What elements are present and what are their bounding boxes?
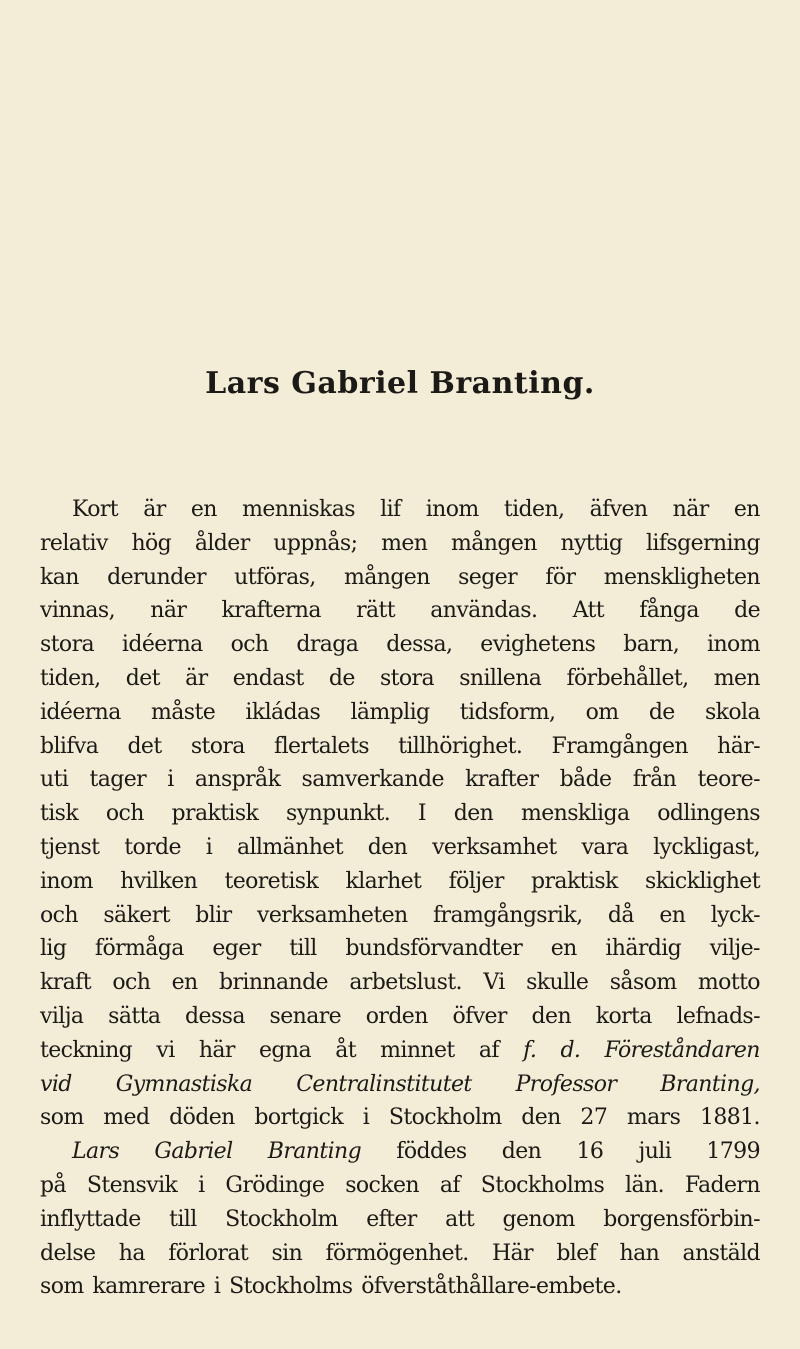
text-line — [40, 628, 760, 662]
text-line — [40, 865, 760, 899]
word: med — [103, 1105, 150, 1131]
word: mången — [451, 530, 537, 556]
word: senare — [269, 1003, 342, 1029]
word: är — [143, 497, 166, 522]
word: ålder — [194, 530, 250, 556]
text-line — [40, 899, 760, 933]
text-line — [40, 932, 760, 966]
word: tillhörighet. — [398, 733, 523, 759]
word: derunder — [107, 564, 206, 590]
word: de — [734, 598, 760, 624]
word: snillena — [459, 665, 542, 691]
body-paragraph — [40, 493, 760, 1304]
word: den — [501, 1139, 542, 1165]
word: såsom — [609, 970, 677, 996]
word: måste — [151, 699, 216, 725]
word: hög — [131, 530, 172, 556]
word: brinnande — [219, 970, 328, 996]
word: motto — [697, 970, 760, 996]
word: Stensvik — [86, 1172, 178, 1198]
word: nyttig — [560, 530, 623, 556]
word: I — [417, 801, 426, 827]
word: inflyttade — [40, 1206, 141, 1232]
word: korta — [595, 1003, 652, 1029]
word: uti — [40, 767, 69, 793]
word: tjenst — [40, 834, 100, 860]
word: åt — [335, 1037, 356, 1063]
word: Branting — [267, 1139, 362, 1165]
word: för — [545, 564, 576, 590]
word: och — [105, 801, 144, 827]
word: inom — [40, 868, 93, 894]
word: när — [150, 598, 187, 624]
word: kamrerare — [92, 1274, 206, 1300]
word: tisk — [40, 801, 79, 827]
word: flertalets — [274, 733, 369, 759]
word: Att — [572, 598, 604, 624]
word: sätta — [108, 1003, 161, 1029]
word: och — [40, 902, 78, 928]
word: evighetens — [480, 632, 596, 658]
word: teckning — [40, 1037, 133, 1063]
word: när — [672, 497, 709, 522]
word: det — [127, 733, 162, 759]
word: klarhet — [345, 868, 422, 894]
word: juli — [638, 1139, 672, 1165]
word: de — [648, 699, 675, 725]
word: om — [585, 699, 619, 725]
word: lig — [40, 936, 67, 962]
word: f. — [523, 1037, 537, 1063]
word: stora — [379, 665, 434, 691]
word: egna — [259, 1037, 312, 1063]
text-line — [40, 1169, 760, 1203]
word: Gabriel — [154, 1139, 233, 1165]
word: Stockholm — [388, 1105, 502, 1131]
word: blifva — [40, 733, 99, 759]
word: af — [478, 1037, 499, 1063]
word: den — [367, 834, 408, 860]
word: öfverståthållare-embete. — [361, 1274, 622, 1300]
page-title: Lars Gabriel Branting. — [205, 366, 595, 401]
word: af — [439, 1172, 460, 1198]
word: framgångsrik, — [433, 902, 583, 928]
word: en — [190, 497, 217, 522]
word: förmåga — [94, 936, 184, 962]
text-line — [40, 1203, 760, 1237]
word: en — [550, 936, 577, 962]
word: skulle — [526, 970, 589, 996]
word: som — [40, 1274, 84, 1300]
text-line — [40, 696, 760, 730]
word: lif — [380, 497, 401, 522]
word: verksamhet — [432, 834, 557, 860]
word: föddes — [396, 1139, 467, 1165]
word: öfver — [452, 1003, 507, 1029]
word: skola — [704, 699, 760, 725]
word: blir — [195, 902, 232, 928]
word: i — [167, 767, 174, 793]
word: bortgick — [254, 1105, 344, 1131]
word: men — [381, 530, 428, 556]
word: barn, — [623, 632, 680, 658]
word: utföras, — [234, 564, 316, 590]
word: döden — [169, 1105, 235, 1131]
word: odlingens — [657, 801, 760, 827]
word: teore- — [697, 767, 760, 793]
text-line — [40, 730, 760, 764]
word: rätt — [356, 598, 396, 624]
word: allmänhet — [236, 834, 343, 860]
word: Lars — [72, 1139, 120, 1165]
word: praktisk — [531, 868, 618, 894]
word: vinnas, — [40, 598, 116, 624]
word: här- — [717, 733, 760, 759]
word: idéerna — [121, 632, 203, 658]
word: i — [362, 1105, 370, 1131]
text-line — [40, 1034, 760, 1068]
text-line — [40, 966, 760, 1000]
word: eger — [212, 936, 261, 962]
word: blef — [556, 1240, 597, 1266]
word: 27 — [580, 1105, 608, 1131]
word: synpunkt. — [286, 801, 391, 827]
word: här — [198, 1037, 235, 1063]
word: som — [40, 1105, 84, 1131]
word: till — [169, 1206, 197, 1232]
word: att — [445, 1206, 475, 1232]
word: förbehållet, — [566, 665, 689, 691]
word: menskligheten — [603, 564, 760, 590]
word: ikládas — [245, 699, 321, 725]
word: dessa, — [386, 632, 453, 658]
word: på — [40, 1172, 66, 1198]
word: efter — [366, 1206, 417, 1232]
word: och — [230, 632, 269, 658]
word: krafter — [465, 767, 539, 793]
text-line — [40, 763, 760, 797]
word: Gymnastiska — [115, 1071, 253, 1097]
word: vilja — [40, 1003, 84, 1029]
word: seger — [458, 564, 518, 590]
text-line — [40, 662, 760, 696]
word: de — [328, 665, 355, 691]
word: Fadern — [684, 1172, 760, 1198]
word: tidsform, — [459, 699, 556, 725]
text-line — [40, 831, 760, 865]
word: anstäld — [682, 1240, 760, 1266]
word: Stockholms — [480, 1172, 605, 1198]
word: i — [213, 1274, 221, 1300]
word: vara — [581, 834, 629, 860]
word: fånga — [639, 598, 699, 624]
word: borgensförbin- — [603, 1206, 760, 1232]
word: d. — [560, 1037, 581, 1063]
word: men — [713, 665, 760, 691]
word: kan — [40, 564, 79, 590]
text-line — [40, 1237, 760, 1271]
word: Framgången — [551, 733, 688, 759]
word: mången — [343, 564, 430, 590]
word: Vi — [483, 970, 505, 996]
word: Professor — [515, 1071, 617, 1097]
word: från — [632, 767, 677, 793]
word: tiden, — [40, 665, 101, 691]
word: samverkande — [301, 767, 444, 793]
word: säkert — [103, 902, 170, 928]
word: den — [453, 801, 494, 827]
word: lyckligast, — [653, 834, 760, 860]
text-line — [40, 1135, 760, 1169]
word: teoretisk — [224, 868, 319, 894]
word: socken — [345, 1172, 419, 1198]
word: då — [607, 902, 634, 928]
word: till — [289, 936, 317, 962]
word: en — [733, 497, 760, 522]
word: hvilken — [120, 868, 198, 894]
word: 1881. — [699, 1105, 760, 1131]
word: verksamheten — [257, 902, 408, 928]
text-line — [40, 594, 760, 628]
word: torde — [124, 834, 181, 860]
word: genom — [502, 1206, 575, 1232]
word: lifsgerning — [646, 530, 760, 556]
word: orden — [365, 1003, 428, 1029]
word: 1799 — [706, 1139, 760, 1165]
word: inom — [707, 632, 760, 658]
word: äfven — [589, 497, 648, 522]
word: tiden, — [503, 497, 565, 522]
word: både — [559, 767, 612, 793]
word: Centralinstitutet — [296, 1071, 472, 1097]
word: stora — [40, 632, 95, 658]
word: Här — [491, 1240, 533, 1266]
word: tager — [89, 767, 147, 793]
word: ihärdig — [605, 936, 682, 962]
word: ha — [118, 1240, 145, 1266]
word: Branting, — [660, 1071, 760, 1097]
word: en — [171, 970, 198, 996]
word: delse — [40, 1240, 96, 1266]
word: Grödinge — [225, 1172, 325, 1198]
text-line — [40, 1000, 760, 1034]
word: det — [125, 665, 160, 691]
word: är — [185, 665, 208, 691]
word: kraft — [40, 970, 91, 996]
word: bundsförvandter — [345, 936, 523, 962]
word: menniskas — [242, 497, 355, 522]
word: vi — [156, 1037, 175, 1063]
word: draga — [296, 632, 359, 658]
word: relativ — [40, 530, 108, 556]
word: i — [198, 1172, 205, 1198]
word: praktisk — [171, 801, 259, 827]
word: endast — [232, 665, 304, 691]
word: vid — [40, 1071, 72, 1097]
word: dessa — [185, 1003, 245, 1029]
word: 16 — [576, 1139, 604, 1165]
word: vilje- — [709, 936, 760, 962]
word: skicklighet — [645, 868, 760, 894]
word: Stockholms — [229, 1274, 353, 1300]
word: sin — [271, 1240, 303, 1266]
word: idéerna — [40, 699, 121, 725]
word: han — [619, 1240, 660, 1266]
word: lämplig — [350, 699, 430, 725]
word: förmögenhet. — [325, 1240, 469, 1266]
text-line — [40, 1068, 760, 1102]
text-line — [40, 1270, 760, 1304]
word: förlorat — [168, 1240, 249, 1266]
word: Stockholm — [225, 1206, 338, 1232]
word: inom — [425, 497, 479, 522]
text-line — [40, 561, 760, 595]
word: följer — [448, 868, 504, 894]
word: stora — [190, 733, 245, 759]
word: län. — [625, 1172, 664, 1198]
text-line — [40, 527, 760, 561]
word: minnet — [380, 1037, 455, 1063]
word: uppnås; — [273, 530, 358, 556]
word: lyck- — [710, 902, 760, 928]
word: användas. — [430, 598, 538, 624]
word: och — [112, 970, 151, 996]
text-line — [40, 797, 760, 831]
word: en — [659, 902, 686, 928]
word: den — [521, 1105, 561, 1131]
word: krafterna — [221, 598, 321, 624]
word: anspråk — [194, 767, 281, 793]
word: menskliga — [520, 801, 630, 827]
word: den — [531, 1003, 572, 1029]
word: Föreståndaren — [604, 1037, 760, 1063]
word: i — [205, 834, 213, 860]
word: arbetslust. — [349, 970, 462, 996]
word: lefnads- — [676, 1003, 760, 1029]
word: Kort — [72, 497, 119, 522]
word: mars — [626, 1105, 681, 1131]
text-line — [40, 1101, 760, 1135]
text-line — [40, 493, 760, 527]
